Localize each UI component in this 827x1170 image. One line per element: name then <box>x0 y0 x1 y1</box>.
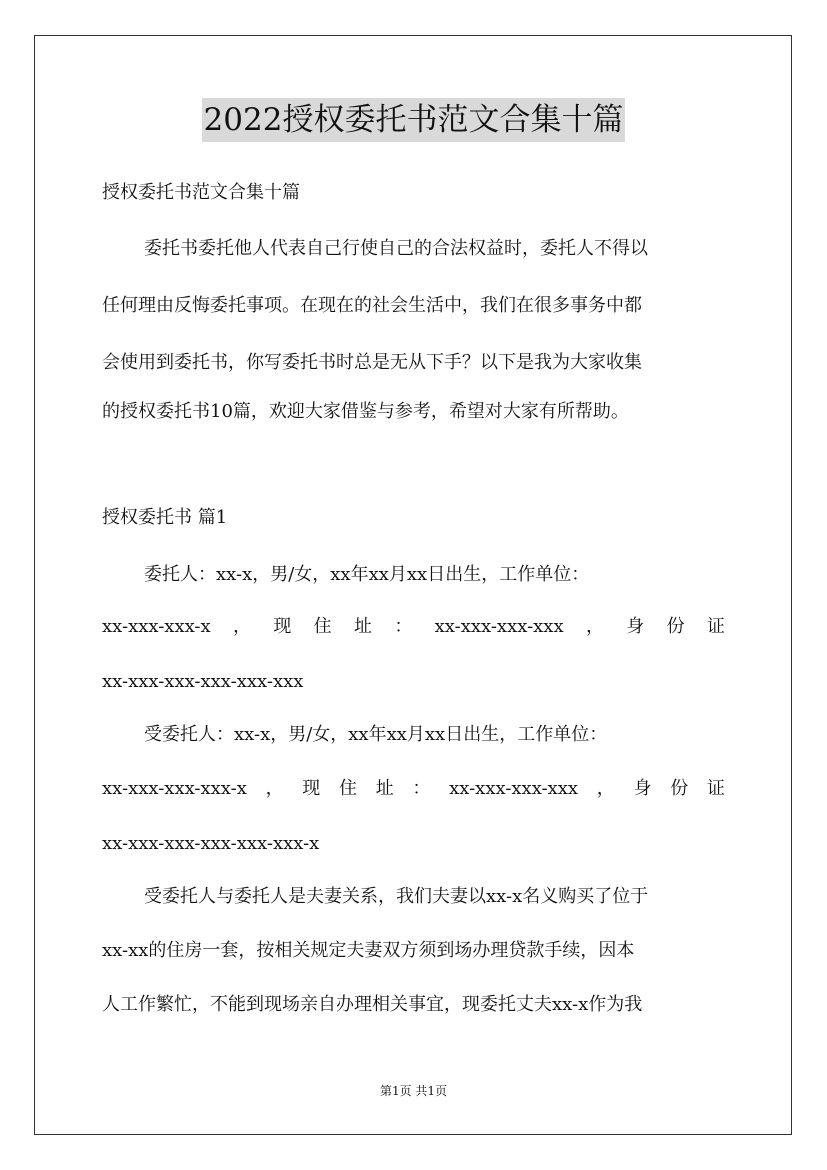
principal-text-1: 委托人：xx-x，男/女，xx年xx月xx日出生，工作单位： <box>144 564 590 585</box>
agent-char-5: 份 <box>670 778 689 799</box>
principal-comma-2: ， <box>585 616 604 637</box>
intro-line-1 <box>102 220 725 277</box>
body-text-3: 人工作繁忙，不能到现场亲自办理相关事宜，现委托丈夫xx-x作为我 <box>102 994 643 1015</box>
principal-char-2: 住 <box>313 616 332 637</box>
principal-id-value: xx-xxx-xxx-x <box>102 616 211 637</box>
agent-text-3: xx-xxx-xxx-xxx-xxx-xxx-x <box>102 833 320 854</box>
agent-line-1 <box>102 706 725 763</box>
principal-char-6: 证 <box>706 616 725 637</box>
agent-char-6: 证 <box>706 778 725 799</box>
body-line-2 <box>102 922 725 979</box>
principal-line-1 <box>102 546 725 603</box>
agent-char-4: 身 <box>633 778 652 799</box>
agent-address-value: xx-xxx-xxx-xxx <box>449 778 579 799</box>
principal-char-3: 址 <box>353 616 372 637</box>
section-heading: 授权委托书 篇1 <box>102 507 228 528</box>
intro-text-3: 会使用到委托书，你写委托书时总是无从下手？以下是我为大家收集 <box>102 352 642 373</box>
agent-char-2: 住 <box>339 778 357 799</box>
agent-id-value: xx-xxx-xxx-xxx-x <box>102 778 247 799</box>
intro-line-2 <box>102 277 725 334</box>
agent-char-1: 现 <box>302 778 321 799</box>
principal-char-1: 现 <box>273 616 292 637</box>
title-container <box>0 98 827 142</box>
agent-line-3 <box>102 815 725 872</box>
intro-text-4: 的授权委托书10篇，欢迎大家借鉴与参考，希望对大家有所帮助。 <box>102 401 629 422</box>
document-subtitle: 授权委托书范文合集十篇 <box>102 182 300 203</box>
principal-line-3 <box>102 653 725 710</box>
body-text-1: 受委托人与委托人是夫妻关系，我们夫妻以xx-x名义购买了位于 <box>144 886 649 907</box>
principal-char-5: 份 <box>666 616 685 637</box>
agent-comma-1: ， <box>265 778 284 799</box>
document-title: 2022授权委托书范文合集十篇 <box>202 98 626 142</box>
principal-colon: ： <box>394 616 413 637</box>
agent-comma-2: ， <box>596 778 615 799</box>
agent-line-2 <box>102 760 725 817</box>
agent-text-1: 受委托人：xx-x，男/女，xx年xx月xx日出生，工作单位： <box>144 724 608 745</box>
body-line-3 <box>102 976 725 1033</box>
intro-line-4 <box>102 383 725 440</box>
principal-text-3: xx-xxx-xxx-xxx-xxx-xxx <box>102 671 304 692</box>
agent-char-3: 址 <box>375 778 394 799</box>
page-footer: 第1页 共1页 <box>379 1084 448 1098</box>
principal-comma-1: ， <box>233 616 251 637</box>
body-text-2: xx-xx的住房一套，按相关规定夫妻双方须到场办理贷款手续，因本 <box>102 940 635 961</box>
principal-line-2 <box>102 598 725 655</box>
principal-address-value: xx-xxx-xxx-xxx <box>434 616 564 637</box>
body-line-1 <box>102 868 725 925</box>
intro-text-1: 委托书委托他人代表自己行使自己的合法权益时，委托人不得以 <box>144 238 648 259</box>
agent-colon: ： <box>412 778 431 799</box>
principal-char-4: 身 <box>626 616 645 637</box>
intro-text-2: 任何理由反悔委托事项。在现在的社会生活中，我们在很多事务中都 <box>102 295 642 316</box>
